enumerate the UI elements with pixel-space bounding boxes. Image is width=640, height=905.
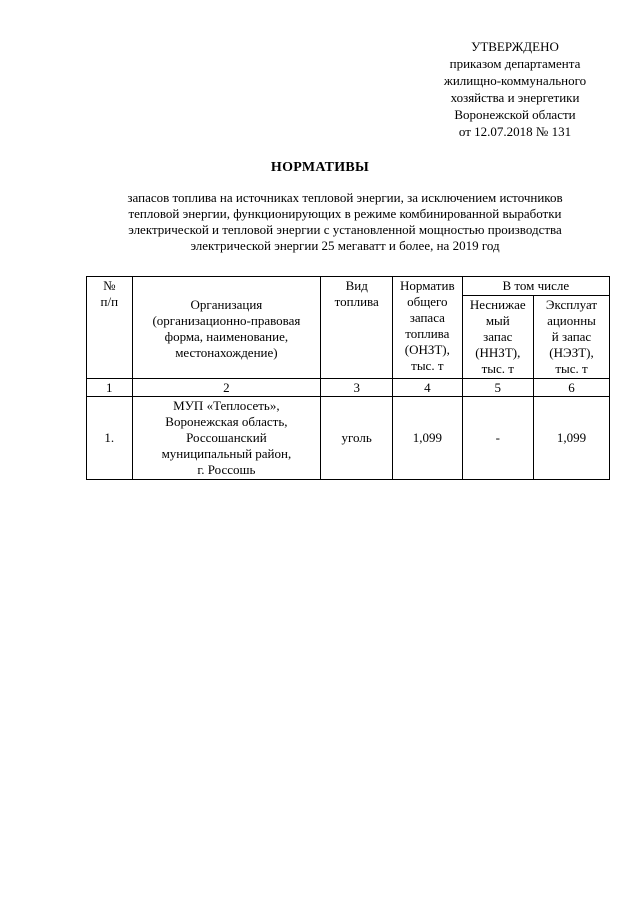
subtitle-line: электрической и тепловой энергии с установленной мощностью производства: [128, 222, 562, 237]
approval-stamp: [400, 38, 630, 140]
approval-line: хозяйства и энергетики: [450, 90, 580, 105]
approval-line: УТВЕРЖДЕНО: [471, 39, 559, 54]
header-num: № п/п: [87, 277, 133, 379]
table-header-row: [87, 277, 610, 296]
row-num: 1.: [87, 397, 133, 480]
approval-line: жилищно-коммунального: [443, 73, 587, 88]
header-fuel-type: Вид топлива: [321, 277, 393, 379]
subtitle-line: запасов топлива на источниках тепловой энергии, за исключением источников: [127, 190, 563, 205]
column-number: 5: [462, 379, 533, 397]
column-number: 3: [321, 379, 393, 397]
column-number: 4: [393, 379, 462, 397]
subtitle-line: тепловой энергии, функционирующих в режиме комбинированной выработки: [128, 206, 562, 221]
row-nezt: 1,099: [534, 397, 610, 480]
approval-line: приказом департамента: [449, 56, 581, 71]
header-including-group: В том числе: [462, 277, 609, 296]
table-row: [87, 397, 610, 480]
column-numbers-row: [87, 379, 610, 397]
row-fuel-type: уголь: [321, 397, 393, 480]
document-title: НОРМАТИВЫ: [270, 160, 370, 175]
header-total-reserve: Норматив общего запаса топлива (ОНЗТ), тыс. т: [393, 277, 462, 379]
column-number: 6: [534, 379, 610, 397]
document-subtitle: [80, 190, 610, 254]
header-nnzt: Неснижае мый запас (ННЗТ), тыс. т: [462, 296, 533, 379]
header-organization: Организация (организационно-правовая форма, наименование, местонахождение): [132, 277, 321, 379]
approval-line: Воронежской области: [454, 107, 576, 122]
row-organization: МУП «Теплосеть», Воронежская область, Россошанский муниципальный район, г. Россошь: [132, 397, 321, 480]
row-nnzt: -: [462, 397, 533, 480]
column-number: 1: [87, 379, 133, 397]
row-total-reserve: 1,099: [393, 397, 462, 480]
norms-table: [86, 276, 610, 480]
header-nezt: Эксплуат ационны й запас (НЭЗТ), тыс. т: [534, 296, 610, 379]
approval-line: от 12.07.2018 № 131: [458, 124, 572, 139]
subtitle-line: электрической энергии 25 мегаватт и более, на 2019 год: [190, 238, 500, 253]
column-number: 2: [132, 379, 321, 397]
